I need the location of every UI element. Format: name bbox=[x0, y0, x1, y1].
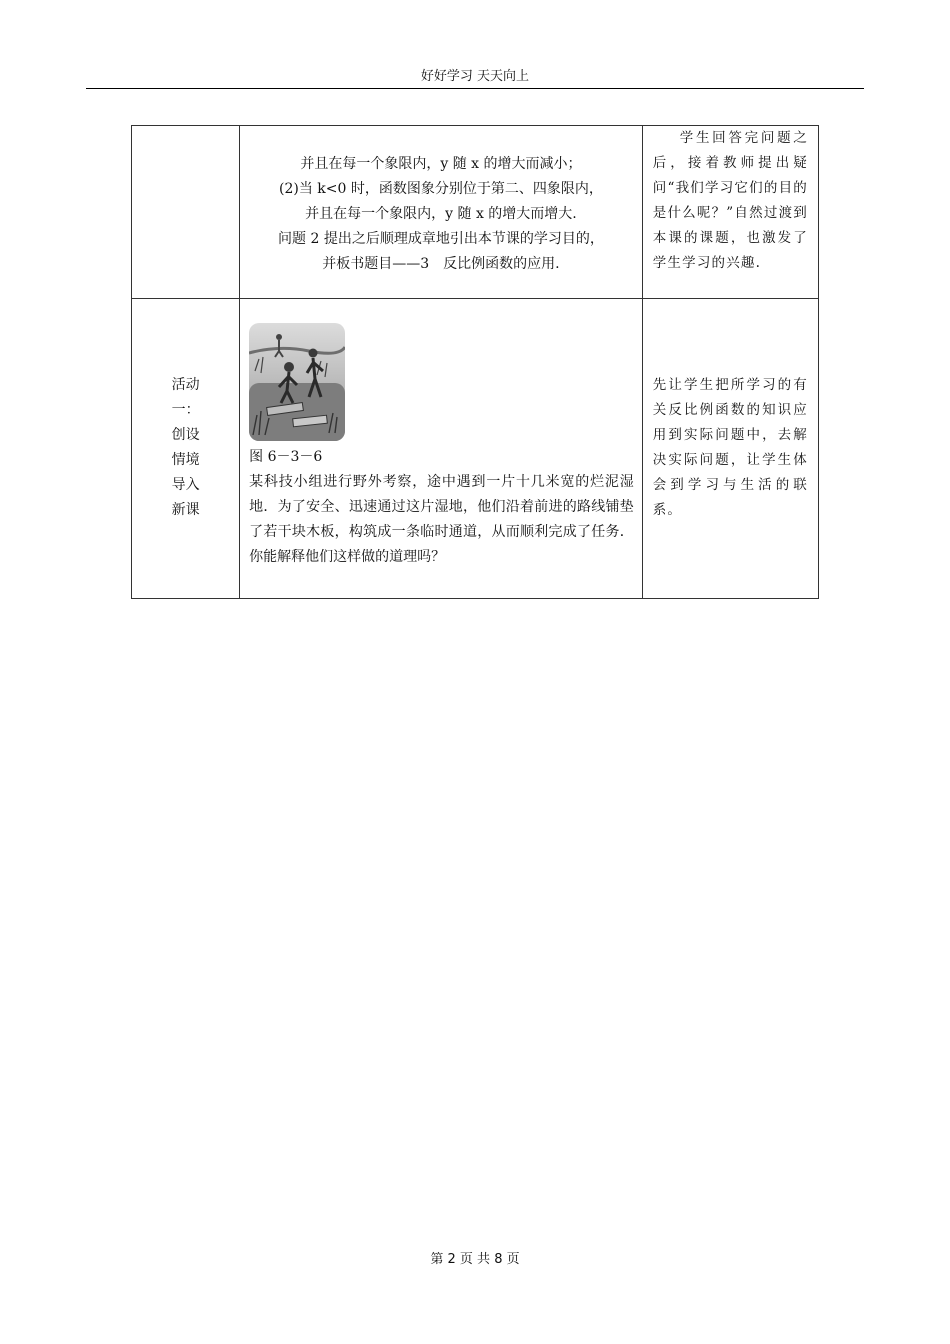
design-intent-text: 学生回答完问题之后，接着教师提出疑问“我们学习它们的目的是什么呢？”自然过渡到本课的课题，也激发了学生学习的兴趣. bbox=[652, 130, 808, 271]
wetland-boards-illustration bbox=[249, 323, 345, 441]
problem-text: 某科技小组进行野外考察，途中遇到一片十几米宽的烂泥湿地．为了安全、迅速通过这片湿地，他们沿着前进的路线铺垫了若干块木板，构筑成一条临时通道，从而顺利完成了任务．你能解释他们这样做的道理吗？ bbox=[249, 474, 634, 565]
design-intent-cell bbox=[642, 299, 818, 599]
page-footer: 第 2 页 共 8 页 bbox=[430, 1252, 520, 1267]
content-line: (2)当 k<0 时，函数图象分别位于第二、四象限内， bbox=[279, 181, 603, 197]
activity-label-line: 新课 bbox=[171, 502, 200, 518]
content-line: 并且在每一个象限内，y 随 x 的增大而增大. bbox=[305, 206, 577, 222]
activity-label-line: 导入 bbox=[171, 477, 200, 493]
activity-label-line: 一： bbox=[171, 402, 200, 418]
content-line: 并板书题目——3 反比例函数的应用. bbox=[322, 256, 560, 272]
content-line: 并且在每一个象限内，y 随 x 的增大而减小； bbox=[300, 156, 582, 172]
header-rule bbox=[86, 88, 864, 89]
activity-label-line: 活动 bbox=[171, 377, 200, 393]
page-header: 好好学习 天天向上 bbox=[420, 69, 530, 84]
activity-label-line: 创设 bbox=[171, 427, 200, 443]
lesson-plan-table bbox=[131, 125, 819, 599]
design-intent-cell bbox=[642, 126, 818, 299]
design-intent-text: 先让学生把所学习的有关反比例函数的知识应用到实际问题中，去解决实际问题，让学生体会到学习与生活的联系。 bbox=[652, 377, 808, 518]
figure-caption: 图 6－3－6 bbox=[249, 449, 323, 465]
activity-label-line: 情境 bbox=[171, 452, 200, 468]
content-line: 问题 2 提出之后顺理成章地引出本节课的学习目的， bbox=[278, 231, 604, 247]
table-row bbox=[132, 299, 819, 599]
activity-cell-empty bbox=[132, 126, 240, 299]
activity-cell bbox=[132, 299, 240, 599]
table-row bbox=[132, 126, 819, 299]
content-cell bbox=[240, 299, 643, 599]
content-cell bbox=[240, 126, 643, 299]
